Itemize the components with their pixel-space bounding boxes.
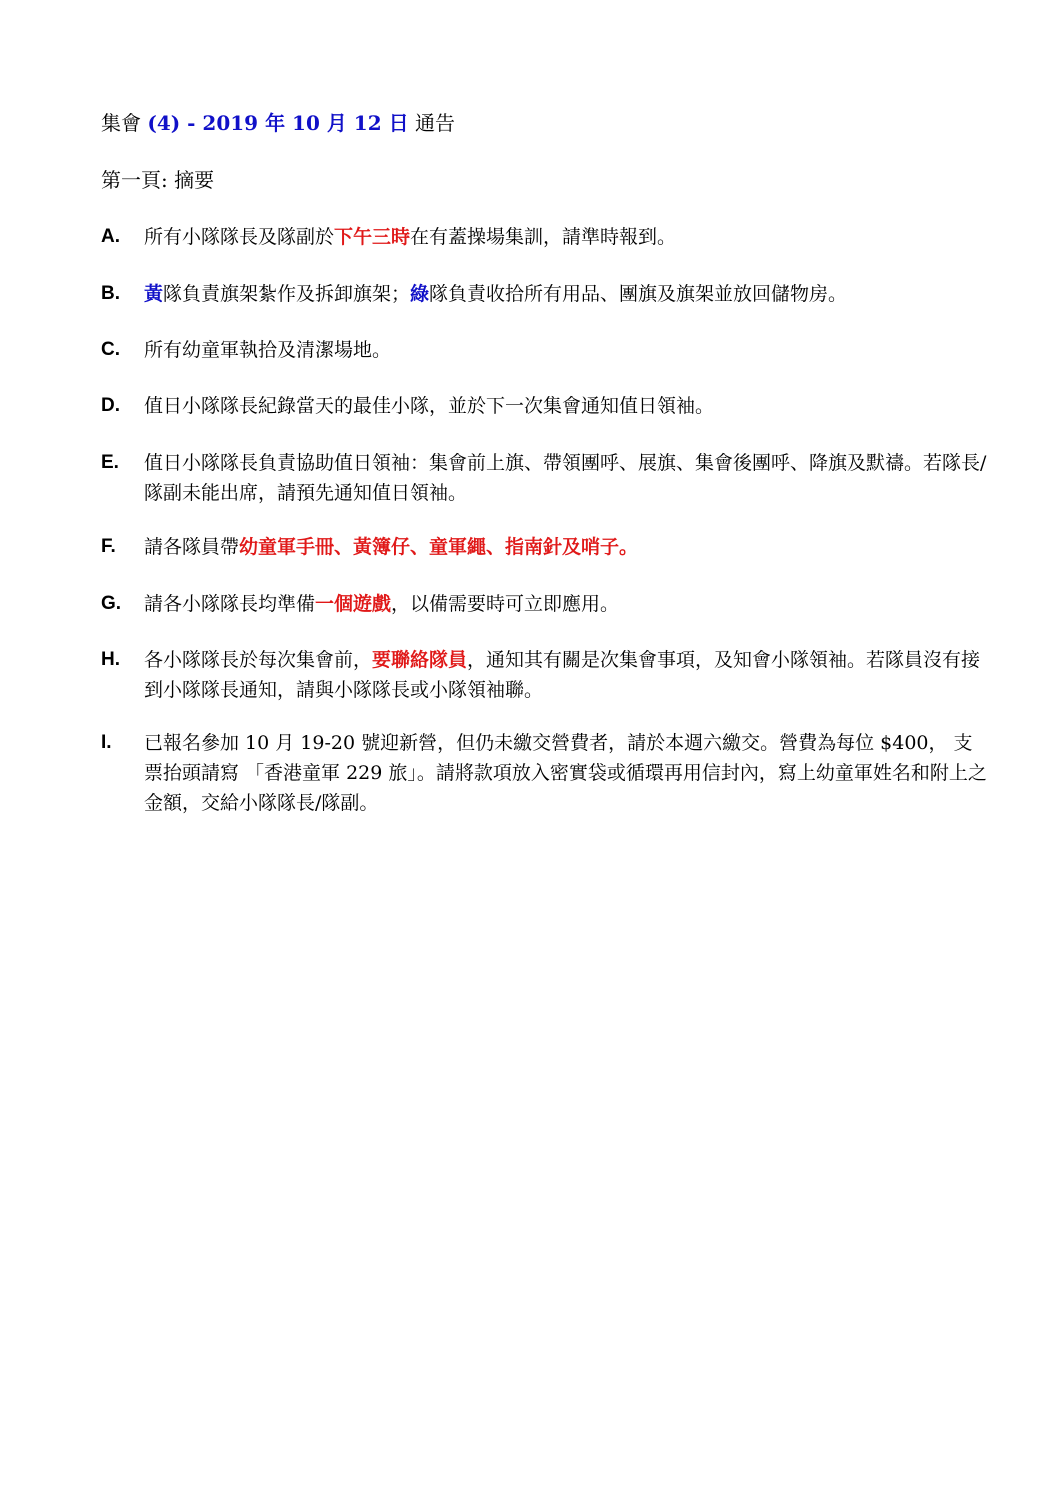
title-day-char: 日 <box>388 111 409 135</box>
item-text <box>144 589 989 619</box>
item-letter: F. <box>101 536 116 557</box>
item-text-part: 請各小隊隊長均準備 <box>144 593 316 615</box>
item-text <box>144 279 989 309</box>
title-prefix: 集會 <box>101 111 148 135</box>
item-text-highlight: 一個遊戲 <box>315 593 392 615</box>
title-meeting-no: (4) - 2019 <box>147 111 266 135</box>
item-text <box>144 222 989 252</box>
title-month: 10 <box>292 111 327 135</box>
item-text-part: 請各隊員帶 <box>144 536 240 558</box>
item-text-part: 在有蓋操場集訓，請準時報到。 <box>410 226 677 248</box>
item-text <box>144 532 989 562</box>
notice-title <box>101 108 455 138</box>
item-text-highlight: 黃 <box>144 283 164 305</box>
title-day: 12 <box>353 111 389 135</box>
item-text-highlight: 綠 <box>410 283 430 305</box>
item-text <box>144 645 989 705</box>
item-text-part: 值日小隊隊長負責協助值日領袖：集會前上旗、帶領團呼、展旗、集會後團呼、降旗及默禱。若隊長/隊副未能出席，請預先通知值日領袖。 <box>144 452 987 504</box>
item-text-highlight: 要聯絡隊員 <box>372 649 468 671</box>
item-text-highlight: 幼童軍手冊、黃簿仔、童軍繩、指南針及哨子。 <box>239 536 639 558</box>
item-letter: I. <box>101 732 112 753</box>
item-letter: G. <box>101 593 122 614</box>
item-letter: C. <box>101 339 120 360</box>
item-letter: E. <box>101 452 119 473</box>
item-text <box>144 448 989 508</box>
item-text-part: 已報名參加 10 月 19-20 號迎新營，但仍未繳交營費者，請於本週六繳交。營費為每位 $400， 支票抬頭請寫 「香港童軍 229 旅」。請將款項放入密實袋或循環再用信封內，寫上幼童軍姓名和附上之金額，交給小隊隊長/隊副。 <box>144 732 987 814</box>
item-text-part: ，通知其有關是次集會事項，及知會小隊領袖。若隊員沒有接到小隊隊長通知，請與小隊隊長或小隊領袖聯。 <box>144 649 981 701</box>
title-year-char: 年 <box>265 111 293 135</box>
item-letter: H. <box>101 649 120 670</box>
item-text-part: 所有小隊隊長及隊副於 <box>144 226 335 248</box>
item-text <box>144 391 989 421</box>
title-month-char: 月 <box>326 111 354 135</box>
item-text <box>144 335 989 365</box>
item-text-part: 值日小隊隊長紀錄當天的最佳小隊，並於下一次集會通知值日領袖。 <box>144 395 715 417</box>
item-text-part: 所有幼童軍執拾及清潔場地。 <box>144 339 392 361</box>
item-text-part: 各小隊隊長於每次集會前， <box>144 649 373 671</box>
item-text-part: 隊負責收拾所有用品、團旗及旗架並放回儲物房。 <box>429 283 848 305</box>
item-letter: D. <box>101 395 120 416</box>
item-letter: B. <box>101 283 120 304</box>
item-text-part: 隊負責旗架紮作及拆卸旗架； <box>163 283 411 305</box>
item-text-part: ，以備需要時可立即應用。 <box>391 593 620 615</box>
item-text <box>144 728 989 818</box>
item-letter: A. <box>101 226 120 247</box>
page-subtitle: 第一頁: 摘要 <box>101 168 215 192</box>
title-suffix: 通告 <box>408 111 455 135</box>
item-text-highlight: 下午三時 <box>334 226 411 248</box>
